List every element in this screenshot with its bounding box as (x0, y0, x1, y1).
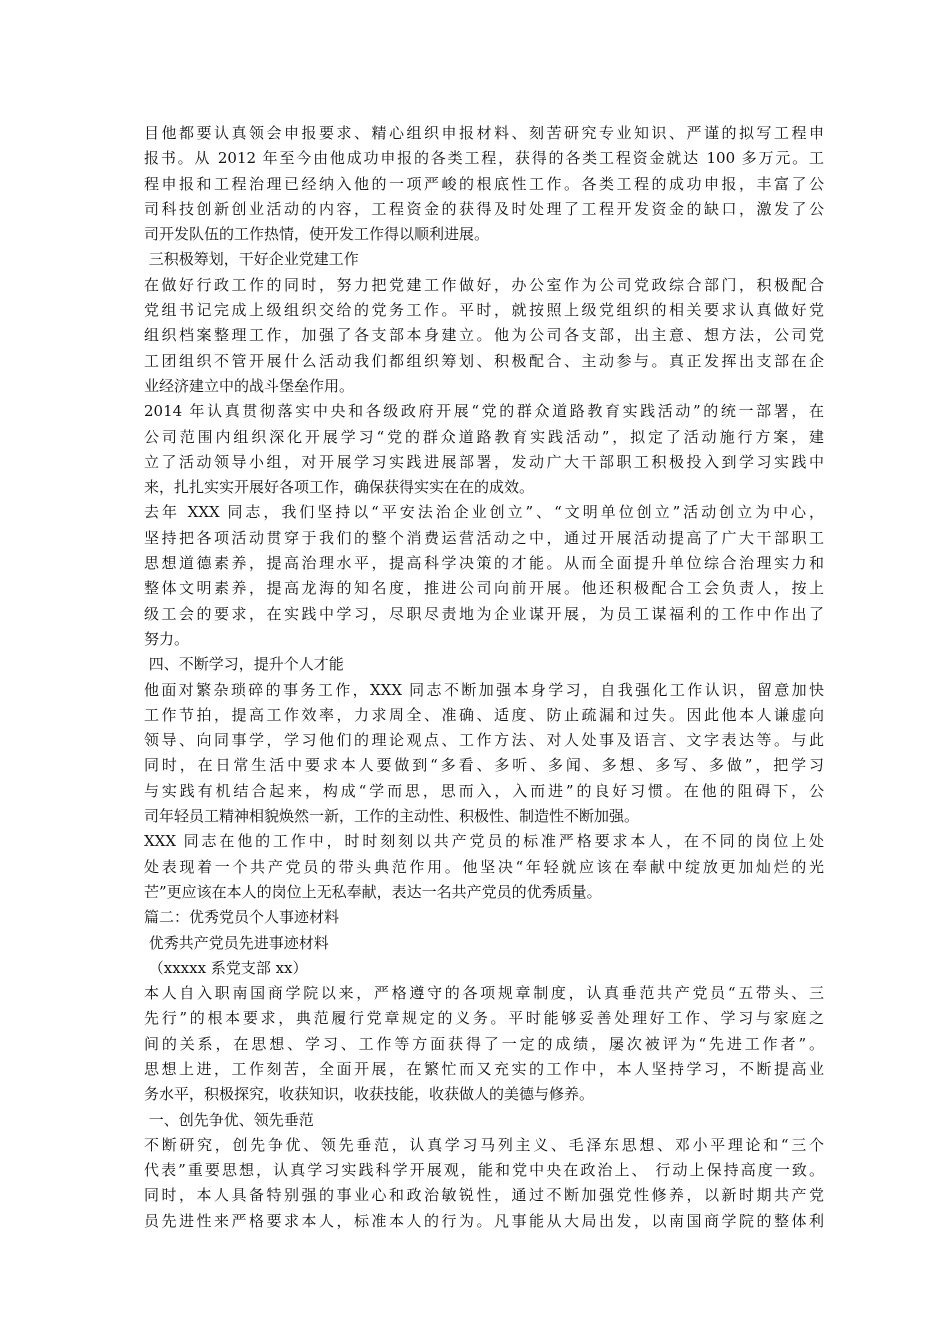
text-line: 公司范围内组织深化开展学习“党的群众道路教育实践活动”，拟定了活动施行方案，建 (144, 427, 824, 446)
text-line: 思想上进，工作刻苦，全面开展，在繁忙而又充实的工作中，本人坚持学习，不断提高业 (144, 1059, 824, 1078)
text-line: 来，扎扎实实开展好各项工作，确保获得实实在在的成效。 (144, 478, 535, 497)
text-line: 2014 年认真贯彻落实中央和各级政府开展“党的群众道路教育实践活动”的统一部署，在 (144, 402, 824, 421)
text-line: 在做好行政工作的同时，努力把党建工作做好，办公室作为公司党政综合部门，积极配合 (144, 275, 824, 294)
text-line: 同时，在日常生活中要求本人要做到“多看、多听、多闻、多想、多写、多做”，把学习 (144, 756, 824, 775)
text-line: 党组书记完成上级组织交给的党务工作。平时，就按照上级党组织的相关要求认真做好党 (144, 301, 824, 320)
text-line: 坚持把各项活动贯穿于我们的整个消费运营活动之中，通过开展活动提高了广大干部职工 (144, 528, 824, 547)
text-line: 级工会的要求，在实践中学习，尽职尽责地为企业谋开展，为员工谋福利的工作中作出了 (144, 604, 824, 623)
text-line: 业经济建立中的战斗堡垒作用。 (144, 376, 355, 395)
text-line: 本人自入职南国商学院以来，严格遵守的各项规章制度，认真垂范共产党员“五带头、三 (144, 984, 824, 1003)
text-line: 与实践有机结合起来，构成“学而思，思而入，入而进”的良好习惯。在他的阻碍下，公 (144, 781, 824, 800)
article-title: 篇二：优秀党员个人事迹材料 (144, 908, 340, 927)
text-line: 同时，本人具备特别强的事业心和政治敏锐性，通过不断加强党性修养，以新时期共产党 (144, 1186, 824, 1205)
text-line: 思想道德素养，提高治理水平，提高科学决策的才能。从而全面提升单位综合治理实力和 (144, 554, 824, 573)
text-line: 努力。 (144, 629, 190, 648)
text-line: 他面对繁杂琐碎的事务工作，XXX 同志不断加强本身学习，自我强化工作认识，留意加快 (144, 680, 824, 699)
text-line: 整体文明素养，提高龙海的知名度，推进公司向前开展。他还积极配合工会负责人，按上 (144, 579, 824, 598)
text-line: XXX 同志在他的工作中，时时刻刻以共产党员的标准严格要求本人，在不同的岗位上处 (144, 832, 824, 851)
text-line: 去年 XXX 同志，我们坚持以“平安法治企业创立”、“文明单位创立”活动创立为中心， (144, 503, 824, 522)
article-subtitle: 优秀共产党员先进事迹材料 (144, 933, 329, 952)
text-line: 司开发队伍的工作热情，使开发工作得以顺利进展。 (144, 225, 490, 244)
section-heading: 四、不断学习，提升个人才能 (144, 655, 344, 674)
text-line: 务水平，积极探究，收获知识，收获技能，收获做人的美德与修养。 (144, 1085, 595, 1104)
text-line: 司科技创新创业活动的内容，工程资金的获得及时处理了工程开发资金的缺口，激发了公 (144, 199, 824, 218)
text-line: 间的关系，在思想、学习、工作等方面获得了一定的成绩，屡次被评为“先进工作者”。 (144, 1034, 824, 1053)
section-heading: 一、创先争优、领先垂范 (144, 1110, 314, 1129)
section-heading: 三积极筹划，干好企业党建工作 (144, 250, 359, 269)
text-line: 报书。从 2012 年至今由他成功申报的各类工程，获得的各类工程资金就达 100 多万元。工 (144, 149, 824, 168)
text-line: 员先进性来严格要求本人，标准本人的行为。凡事能从大局出发，以南国商学院的整体利 (144, 1211, 824, 1230)
text-line: 不断研究，创先争优、领先垂范，认真学习马列主义、毛泽东思想、邓小平理论和“三个 (144, 1135, 824, 1154)
text-line: 先行”的根本要求，典范履行党章规定的义务。平时能够妥善处理好工作、学习与家庭之 (144, 1009, 824, 1028)
text-line: 工团组织不管开展什么活动我们都组织筹划、积极配合、主动参与。真正发挥出支部在企 (144, 351, 824, 370)
text-line: 工作节拍，提高工作效率，力求周全、准确、适度、防止疏漏和过失。因此他本人谦虚向 (144, 705, 824, 724)
document-body (144, 121, 824, 1234)
text-line: 程申报和工程治理已经纳入他的一项严峻的根底性工作。各类工程的成功申报，丰富了公 (144, 174, 824, 193)
text-line: 代表”重要思想，认真学习实践科学开展观，能和党中央在政治上、 行动上保持高度一致。 (144, 1161, 824, 1180)
text-line: 领导、向同事学，学习他们的理论观点、工作方法、对人处事及语言、文字表达等。与此 (144, 731, 824, 750)
text-line: 目他都要认真领会申报要求、精心组织申报材料、刻苦研究专业知识、严谨的拟写工程申 (144, 124, 824, 142)
text-line: 芒”更应该在本人的岗位上无私奉献，表达一名共产党员的优秀质量。 (144, 882, 602, 901)
article-byline: （xxxxx 系党支部 xx） (144, 958, 308, 977)
text-line: 司年轻员工精神相貌焕然一新，工作的主动性、积极性、制造性不断加强。 (144, 807, 640, 826)
text-line: 处表现着一个共产党员的带头典范作用。他坚决“年轻就应该在奉献中绽放更加灿烂的光 (144, 857, 824, 876)
text-line: 组织档案整理工作，加强了各支部本身建立。他为公司各支部，出主意、想方法，公司党 (144, 326, 824, 345)
text-line: 立了活动领导小组，对开展学习实践进展部署，发动广大干部职工积极投入到学习实践中 (144, 452, 824, 471)
